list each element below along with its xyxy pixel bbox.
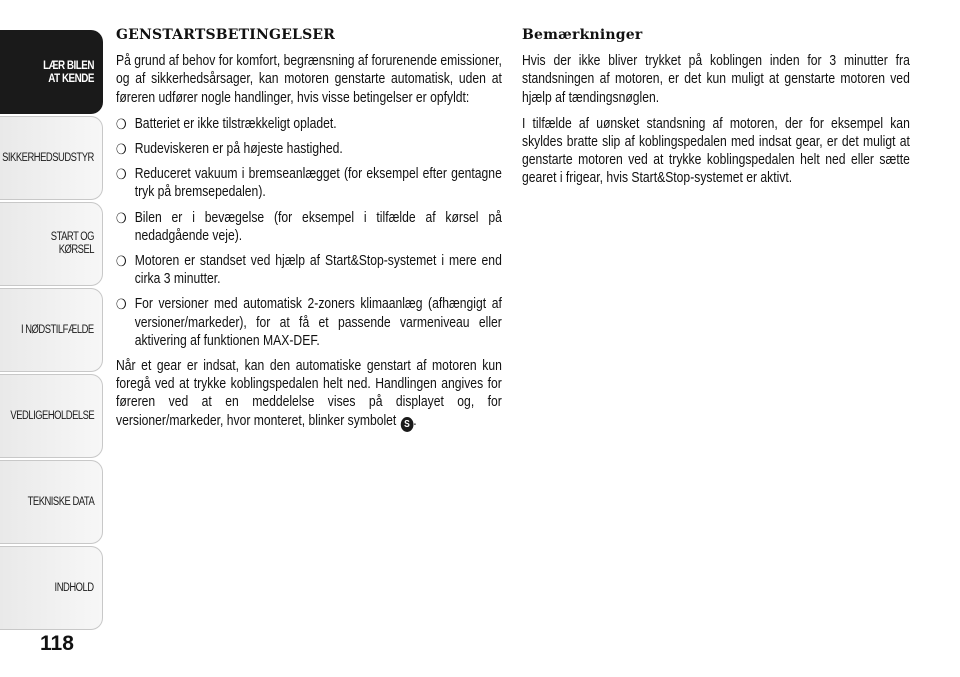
- bullet-icon: ❍: [116, 166, 127, 183]
- list-item-text: Motoren er standset ved hjælp af Start&Stop-systemet i mere end cirka 3 minutter.: [134, 253, 502, 288]
- tab-label: INDHOLD: [54, 581, 94, 594]
- condition-list: [116, 115, 502, 350]
- list-item-text: For versioner med automatisk 2-zoners klimaanlæg (afhængigt af versioner/markeder), for at få et passende varmeniveau eller aktivering af funktionen MAX-DEF.: [134, 296, 502, 349]
- notes-paragraph: I tilfælde af uønsket standsning af motoren, der for eksempel kan skyldes bratte slip af koblingspedalen med indsat gear, er det muligt at genstarte motoren ved at trykke koblingspedalen helt ned eller sætte gearet i frigear, hvis Start&Stop-systemet er aktivt.: [522, 115, 910, 187]
- notes-paragraph: Hvis der ikke bliver trykket på koblingen inden for 3 minutter fra standsningen af motoren, er det kun muligt at genstarte motoren ved hjælp af tændingsnøglen.: [522, 53, 910, 106]
- bullet-icon: ❍: [116, 296, 127, 313]
- list-item: [116, 115, 502, 133]
- list-item: [116, 252, 502, 288]
- closing-paragraph: [116, 357, 502, 432]
- section-heading: GENSTARTSBETINGELSER: [116, 27, 336, 43]
- tab-indhold[interactable]: [0, 546, 103, 630]
- restart-conditions-section: [116, 26, 502, 440]
- tab-sikkerhedsudstyr[interactable]: [0, 116, 103, 200]
- tab-label: I NØDSTILFÆLDE: [21, 323, 94, 336]
- list-item-text: Rudeviskeren er på højeste hastighed.: [134, 141, 343, 158]
- list-item-text: Batteriet er ikke tilstrækkeligt opladet.: [134, 115, 337, 132]
- tab-start-og-korsel[interactable]: [0, 202, 103, 286]
- tab-label: START OG KØRSEL: [50, 231, 94, 256]
- list-item: [116, 295, 502, 350]
- list-item: [116, 165, 502, 201]
- start-stop-symbol-icon: S: [401, 417, 414, 432]
- tab-label: TEKNISKE DATA: [27, 495, 94, 508]
- bullet-icon: ❍: [116, 209, 127, 226]
- tab-vedligeholdelse[interactable]: [0, 374, 103, 458]
- list-item-text: Bilen er i bevægelse (for eksempel i tilfælde af kørsel på nedadgående veje).: [134, 209, 502, 244]
- notes-heading: Bemærkninger: [522, 27, 643, 43]
- tab-tekniske-data[interactable]: [0, 460, 103, 544]
- bullet-icon: ❍: [116, 253, 127, 270]
- closing-text: Når et gear er indsat, kan den automatiske genstart af motoren kun foregå ved at trykke koblingspedalen helt ned. Handlingen angives for føreren ved at en meddelelse vises på displayet og, for versioner/markeder, hvor monteret, blinker symbolet: [116, 358, 502, 429]
- intro-paragraph: På grund af behov for komfort, begrænsning af forurenende emissioner, og af sikkerhedsårsager, kan motoren genstarte automatisk, uden at føreren udfører nogle handlinger, hvis visse betingelser er opfyldt:: [116, 53, 502, 106]
- bullet-icon: ❍: [116, 141, 127, 158]
- list-item: [116, 140, 502, 158]
- notes-section: [522, 26, 910, 196]
- tab-label: LÆR BILEN AT KENDE: [43, 58, 94, 85]
- tab-laer-bilen-at-kende[interactable]: [0, 30, 103, 114]
- list-item-text: Reduceret vakuum i bremseanlægget (for eksempel efter gentagne tryk på bremsepedalen).: [134, 166, 502, 201]
- tab-label: SIKKERHEDSUDSTYR: [2, 151, 94, 164]
- tab-label: VEDLIGEHOLDELSE: [10, 409, 94, 422]
- closing-period: .: [413, 412, 417, 429]
- page-number: 118: [40, 632, 74, 655]
- list-item: [116, 209, 502, 245]
- tab-i-nodstilfaelde[interactable]: [0, 288, 103, 372]
- bullet-icon: ❍: [116, 115, 127, 132]
